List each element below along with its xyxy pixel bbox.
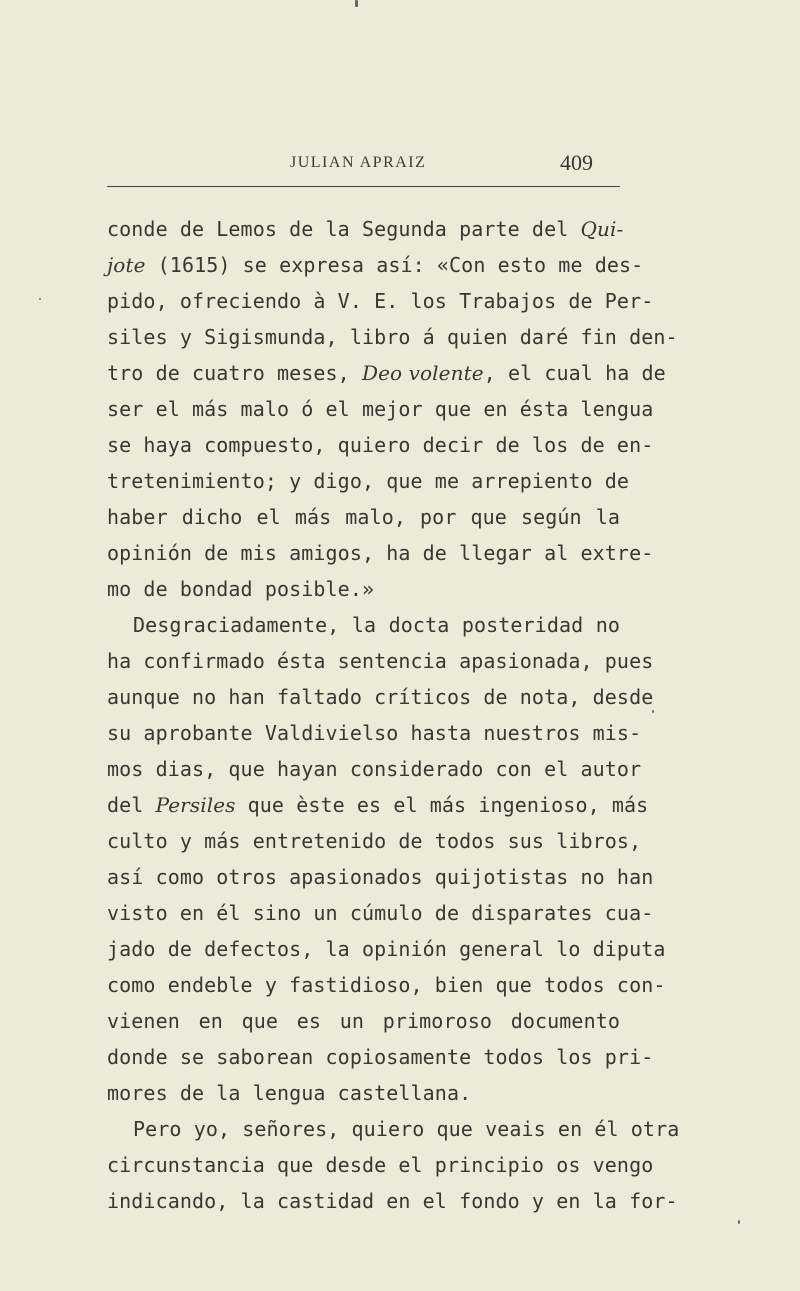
text-line: del Persiles que èste es el más ingenioso, más [107,793,649,817]
text-line: donde se saborean copiosamente todos los pri- [107,1045,654,1069]
text-line: tretenimiento; y digo, que me arrepiento de [107,469,630,493]
text-line: se haya compuesto, quiero decir de los de en- [107,433,654,457]
text-line: conde de Lemos de la Segunda parte del Qui- [107,217,624,241]
page-number: 409 [560,150,593,175]
text-line: su aprobante Valdivielso hasta nuestros mis- [107,721,642,745]
text-line: mores de la lengua castellana. [107,1081,472,1105]
paper-speck [39,298,41,300]
text-line: así como otros apasionados quijotistas no han [107,865,654,889]
running-title: JULIAN APRAIZ [290,154,427,171]
text-line: pido, ofreciendo à V. E. los Trabajos de Per- [107,289,654,313]
text-line: vienen en que es un primoroso documento [107,1009,620,1033]
header-rule [107,186,620,187]
text-line: haber dicho el más malo, por que según la [107,505,620,529]
text-line: jado de defectos, la opinión general lo diputa [107,937,666,961]
text-line: ha confirmado ésta sentencia apasionada, pues [107,649,654,673]
text-line: opinión de mis amigos, ha de llegar al extre- [107,541,654,565]
text-line: como endeble y fastidioso, bien que todos con- [107,973,666,997]
text-line: culto y más entretenido de todos sus libros, [107,829,642,853]
text-line: Desgraciadamente, la docta posteridad no [133,613,620,637]
page-header [0,148,800,178]
text-line: ser el más malo ó el mejor que en ésta lengua [107,397,654,421]
text-line: mo de bondad posible.» [107,577,375,601]
text-line: jote (1615) se expresa así: «Con esto me des- [107,253,644,277]
text-line: visto en él sino un cúmulo de disparates cua- [107,901,654,925]
text-line: indicando, la castidad en el fondo y en la for- [107,1189,678,1213]
text-line: siles y Sigismunda, libro á quien daré fin den- [107,325,678,349]
text-line: circunstancia que desde el principio os vengo [107,1153,654,1177]
paper-speck [355,0,358,7]
text-line: tro de cuatro meses, Deo volente, el cual ha de [107,361,666,385]
body-text [107,211,680,1219]
paper-speck [652,710,654,713]
text-line: aunque no han faltado críticos de nota, desde [107,685,654,709]
paper-speck [738,1220,740,1224]
text-line: Pero yo, señores, quiero que veais en él otra [133,1117,680,1141]
text-line: mos dias, que hayan considerado con el autor [107,757,642,781]
